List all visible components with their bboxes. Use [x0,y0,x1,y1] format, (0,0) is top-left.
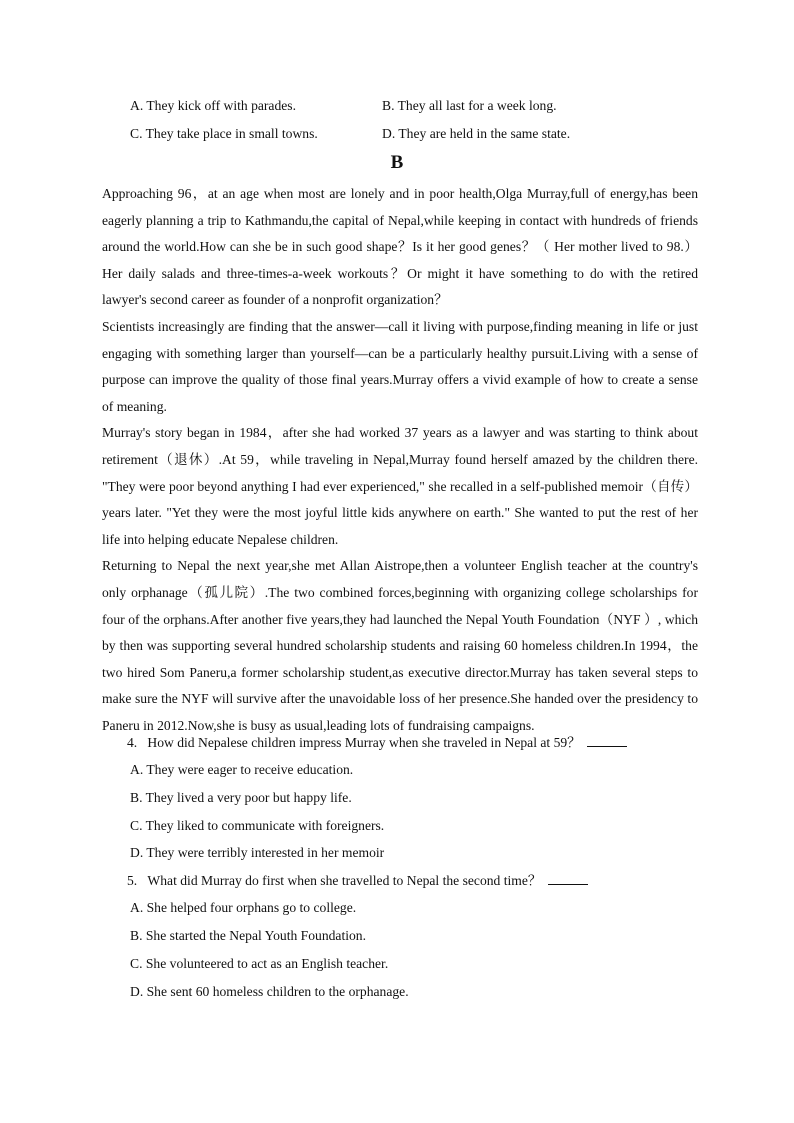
option-letter: B. [130,928,143,943]
q4-option-b [130,787,352,809]
option-letter: B. [382,98,395,113]
passage-paragraph: Murray's story began in 1984，after she had worked 37 years as a lawyer and was starting to think about retirement（退休）.At 59，while traveling in Nepal,Murray found herself amazed by the children there. "They were poor beyond anything I had ever experienced," she recalled in a self-published memoir（自传）years later. "Yet they were the most joyful little kids anywhere on earth." She wanted to put the rest of her life into helping educate Nepalese children. [102,425,698,547]
option-letter: D. [382,126,396,141]
question-4 [127,732,627,754]
option-letter: A. [130,762,144,777]
section-title: B [390,152,404,173]
option-d [382,123,570,145]
option-text: They were eager to receive education. [146,762,354,777]
q4-option-d [130,842,384,864]
option-text: They all last for a week long. [397,98,557,113]
option-letter: A. [130,900,144,915]
reading-passage [102,181,698,739]
q5-option-c [130,953,388,975]
q4-option-a [130,759,353,781]
option-text: She started the Nepal Youth Foundation. [145,928,367,943]
option-a [130,95,296,117]
answer-blank[interactable] [548,872,588,885]
q4-option-c [130,815,384,837]
option-letter: C. [130,818,143,833]
option-b [382,95,557,117]
option-letter: C. [130,956,143,971]
passage-paragraph: Returning to Nepal the next year,she met Allan Aistrope,then a volunteer English teacher at the country's only orphanage（孤儿院）.The two combined forces,beginning with organizing college scholarships for four of the orphans.After another five years,they had launched the Nepal Youth Foundation（NYF ）, which by then was supporting several hundred scholarship students and raising 60 homeless children.In 1994，the two hired Som Paneru,a former scholarship student,as executive director.Murray has taken several steps to make sure the NYF will survive after the unavoidable loss of her presence.She handed over the presidency to Paneru in 2012.Now,she is busy as usual,leading lots of fundraising campaigns. [102,558,698,733]
option-text: They were terribly interested in her memoir [146,845,385,860]
question-text: How did Nepalese children impress Murray when she traveled in Nepal at 59？ [147,735,581,750]
q5-option-d [130,981,409,1003]
passage-paragraph: Scientists increasingly are finding that the answer—call it living with purpose,finding meaning in life or just engaging with something larger than yourself—can be a particularly healthy pursuit.Living with a sense of purpose can improve the quality of those final years.Murray offers a vivid example of how to create a sense of meaning. [102,318,698,414]
option-letter: D. [130,984,144,999]
option-text: She volunteered to act as an English teacher. [145,956,389,971]
option-text: They take place in small towns. [145,126,318,141]
passage-paragraph: Approaching 96，at an age when most are lonely and in poor health,Olga Murray,full of energy,has been eagerly planning a trip to Kathmandu,the capital of Nepal,while keeping in contact with hundreds of friends around the world.How can she be in such good shape？Is it her good genes？（ Her mother lived to 98.） Her daily salads and three-times-a-week workouts？Or might it have something to do with the retired lawyer's second career as founder of a nonprofit organization？ [102,186,698,308]
q5-option-a [130,897,356,919]
question-number: 4. [127,735,138,750]
question-number: 5. [127,873,138,888]
q5-option-b [130,925,366,947]
question-5 [127,870,588,892]
option-letter: B. [130,790,143,805]
option-text: They kick off with parades. [146,98,296,113]
option-letter: C. [130,126,143,141]
option-text: She sent 60 homeless children to the orphanage. [146,984,409,999]
option-c [130,123,318,145]
option-text: They are held in the same state. [398,126,571,141]
option-letter: A. [130,98,144,113]
option-text: They lived a very poor but happy life. [145,790,352,805]
option-text: They liked to communicate with foreigners. [145,818,385,833]
answer-blank[interactable] [587,734,627,747]
option-letter: D. [130,845,144,860]
question-text: What did Murray do first when she travelled to Nepal the second time？ [147,873,542,888]
option-text: She helped four orphans go to college. [146,900,357,915]
